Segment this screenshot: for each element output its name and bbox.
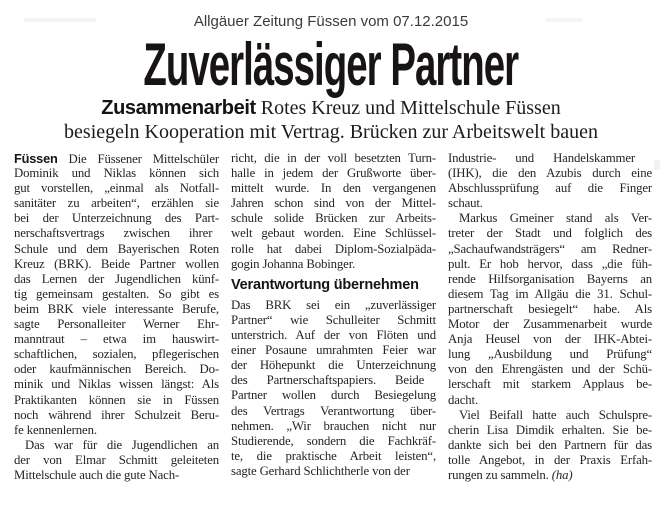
article-headline-text: Zuverlässiger Partner [143,31,519,98]
body-line-text: mittelt wurde. In den vergangenen [231,181,436,196]
scan-artifact [545,18,583,22]
body-line-text: das Lernen der Jugendlichen künf- [14,271,219,286]
body-line-text: Abschlussprüfung auf die Finger [448,181,652,196]
body-line-text: rolle hat dabei Diplom-Sozialpäda- [231,241,436,256]
paragraph [448,408,652,483]
body-line-text: rende Hilfsorganisation Bayerns an [448,271,652,286]
lead-in: Füssen [14,151,58,166]
body-line [14,181,219,196]
body-line [231,434,436,449]
body-line [231,358,436,373]
body-line-text: nehmen. „Wir brauchen nicht nur [231,418,436,433]
deck-line-1 [0,96,662,120]
article-column-3 [448,151,652,483]
body-line-text: welt gebaut worden. Eine Schlüssel- [231,226,436,241]
body-line-text: minik und Niklas wissen längst: Als [14,377,219,392]
body-line-text: der Höhepunkt die Unterzeichnung [231,358,436,373]
body-line-text: sanitäter zu arbeiten“, erzählen sie [14,196,219,211]
body-line [14,166,219,181]
body-line [231,343,436,358]
body-line [14,302,219,317]
body-line-text: dacht. [448,392,479,407]
body-line-text: gut vorstellen, „einmal als Notfall- [14,181,219,196]
deck-line-1-text: Rotes Kreuz und Mittelschule Füssen [260,97,561,119]
body-line-text: schaut. [448,196,483,211]
article-column-2 [231,151,436,483]
body-line-text: bei der Unterzeichnung des Part- [14,211,219,226]
signoff: (ha) [548,467,573,482]
body-line-text: rungen zu sammeln. (ha) [448,467,573,482]
body-line-text: Studierende, sondern die Fachkräf- [231,433,436,448]
body-line [448,453,652,468]
body-line-text: einer Posaune umrahmten Feier war [231,343,436,358]
body-line [14,257,219,272]
body-line-text: richt, die in der voll besetzten Turn- [231,151,436,165]
body-line-text: von den Ehrengästen und der Schü- [448,362,652,377]
article-columns [14,151,652,483]
body-line [448,423,652,438]
body-line [448,438,652,453]
body-line [231,166,436,181]
body-line-text: te, die praktische Arbeit leisten“, [231,448,436,463]
scan-artifact [654,160,660,170]
body-line [14,332,219,347]
body-line-text: Partner“ wie Schulleiter Schmitt [231,312,436,327]
body-line [14,453,219,468]
body-line [14,347,219,362]
body-line-text: nerschaftsvertrags zwischen ihrer [14,226,213,241]
body-line-text: lung „Ausbildung und Prüfung“ [448,347,652,362]
body-line [231,328,436,343]
body-line-text: fe kennenlernen. [14,422,97,437]
body-line-text: beim BRK viele interessante Berufe, [14,301,219,316]
body-line [14,272,219,287]
body-line [14,287,219,302]
body-line-text: schule solide Brücken zur Arbeits- [231,211,436,226]
body-line [448,242,652,257]
paragraph [448,151,652,211]
body-line [448,287,652,302]
body-line [448,468,652,483]
body-line [448,196,652,211]
paragraph [14,438,219,483]
body-line-text: oder kaufmännischen Bereich. Do- [14,362,219,377]
body-line [14,317,219,332]
body-line [448,151,652,166]
body-line [231,242,436,257]
body-line-text: Das war für die Jugendlichen an [25,437,219,452]
body-line [448,332,652,347]
body-line [231,181,436,196]
body-line [448,408,652,423]
body-line [448,211,652,226]
body-line [448,347,652,362]
body-line-text: Praktikanten können sie in Füssen [14,392,219,407]
deck-kicker: Zusammenarbeit [101,97,256,119]
body-line [231,373,436,388]
body-line-text: Partner wollen durch Besiegelung [231,388,436,403]
body-line-text: Motor der Zusammenarbeit wurde [448,317,652,332]
body-line-text: der von Elmar Schmitt geleiteten [14,452,219,467]
paragraph [231,298,436,479]
body-line [14,362,219,377]
body-line-text: partnerschaft besiegelt“ habe. Als [448,301,652,316]
paragraph [14,151,219,438]
body-line-text: Industrie- und Handelskammer [448,151,636,165]
paragraph [231,151,436,272]
article-column-1 [14,151,219,483]
paragraph [448,211,652,407]
body-line [14,423,219,438]
body-line [14,377,219,392]
body-line-text: schaftlichen, sozialen, pflegerischen [14,347,219,362]
body-line [448,166,652,181]
body-line [231,151,436,166]
body-line [448,181,652,196]
body-line [231,449,436,464]
deck [0,96,662,144]
body-line [231,404,436,419]
body-line-text: Jahren schon sind von der Mittel- [231,196,436,211]
body-line [14,468,219,483]
body-line [231,226,436,241]
body-line-text: sagte Personalleiter Werner Ehr- [14,317,219,332]
masthead-line: Allgäuer Zeitung Füssen vom 07.12.2015 [193,13,469,30]
body-line-text: (IHK), die den Azubis durch eine [448,166,652,181]
section-subhead: Verantwortung übernehmen [231,276,419,293]
body-line-text: gogin Johanna Bobinger. [231,256,356,271]
body-line-text: noch während ihrer Schulzeit Beru- [14,407,219,422]
body-line [14,242,219,257]
body-line-text: Das BRK sei ein „zuverlässiger [231,297,436,312]
body-line-text: lerschaft mit starkem Applaus be- [448,377,652,392]
body-line [231,257,436,272]
body-line [231,196,436,211]
body-line [448,377,652,392]
body-line-text: Füssen Die Füssener Mittelschüler [14,151,219,166]
body-line-text: Anja Heusel von der IHK-Abtei- [448,332,652,347]
body-line-text: Viel Beifall hatte auch Schulspre- [459,407,652,422]
body-line [231,211,436,226]
body-line-text: sagte Gerhard Schlichtherle von der [231,463,410,478]
body-line-text: tolle Angebot, in der Praxis Erfah- [448,452,652,467]
body-line-text: pult. Er hob hervor, dass „die füh- [448,256,652,271]
body-line [14,408,219,423]
body-line [448,302,652,317]
body-line-text: tig gemeinsam gestalten. So gibt es [14,286,219,301]
body-line-text: Schule und dem Bayerischen Roten [14,241,219,256]
body-line [231,298,436,313]
body-line-text: Markus Gmeiner stand als Ver- [459,211,652,226]
body-line-text: Kreuz (BRK). Beide Partner wollen [14,256,219,271]
body-line [14,211,219,226]
body-line [231,313,436,328]
body-line-text: unterstrich. Auf der von Flöten und [231,328,436,343]
body-line [14,196,219,211]
body-line [14,151,219,166]
article-headline [0,31,662,98]
body-line-text: diesem Tag im Allgäu die 31. Schul- [448,286,652,301]
deck-line-2: besiegeln Kooperation mit Vertrag. Brücken zur Arbeitswelt bauen [64,121,598,143]
body-line [448,226,652,241]
body-line-text: Mittelschule auch die gute Nach- [14,467,180,482]
body-line [14,393,219,408]
body-line-text: dankte sich bei den Partnern für das [448,437,652,452]
body-line [448,393,652,408]
body-line [448,257,652,272]
body-line [448,317,652,332]
body-line [231,388,436,403]
body-line-text: cherin Lisa Dimdik erhalten. Sie be- [448,422,652,437]
body-line [14,226,219,241]
body-line-text: halle in jedem der Grußworte über- [231,166,436,181]
body-line-text: Dominik und Niklas können sich [14,166,219,181]
body-line-text: des Partnerschaftspapiers. Beide [231,373,425,388]
body-line [448,272,652,287]
body-line [231,464,436,479]
scan-artifact [24,18,96,22]
body-line [231,419,436,434]
body-line-text: treter der Stadt und folglich des [448,226,652,241]
body-line-text: des Vertrags Verantwortung über- [231,403,436,418]
body-line-text: manntraut – etwa im hauswirt- [14,332,219,347]
body-line-text: „Sachaufwandsträgers“ am Redner- [448,241,652,256]
body-line [14,438,219,453]
body-line [448,362,652,377]
